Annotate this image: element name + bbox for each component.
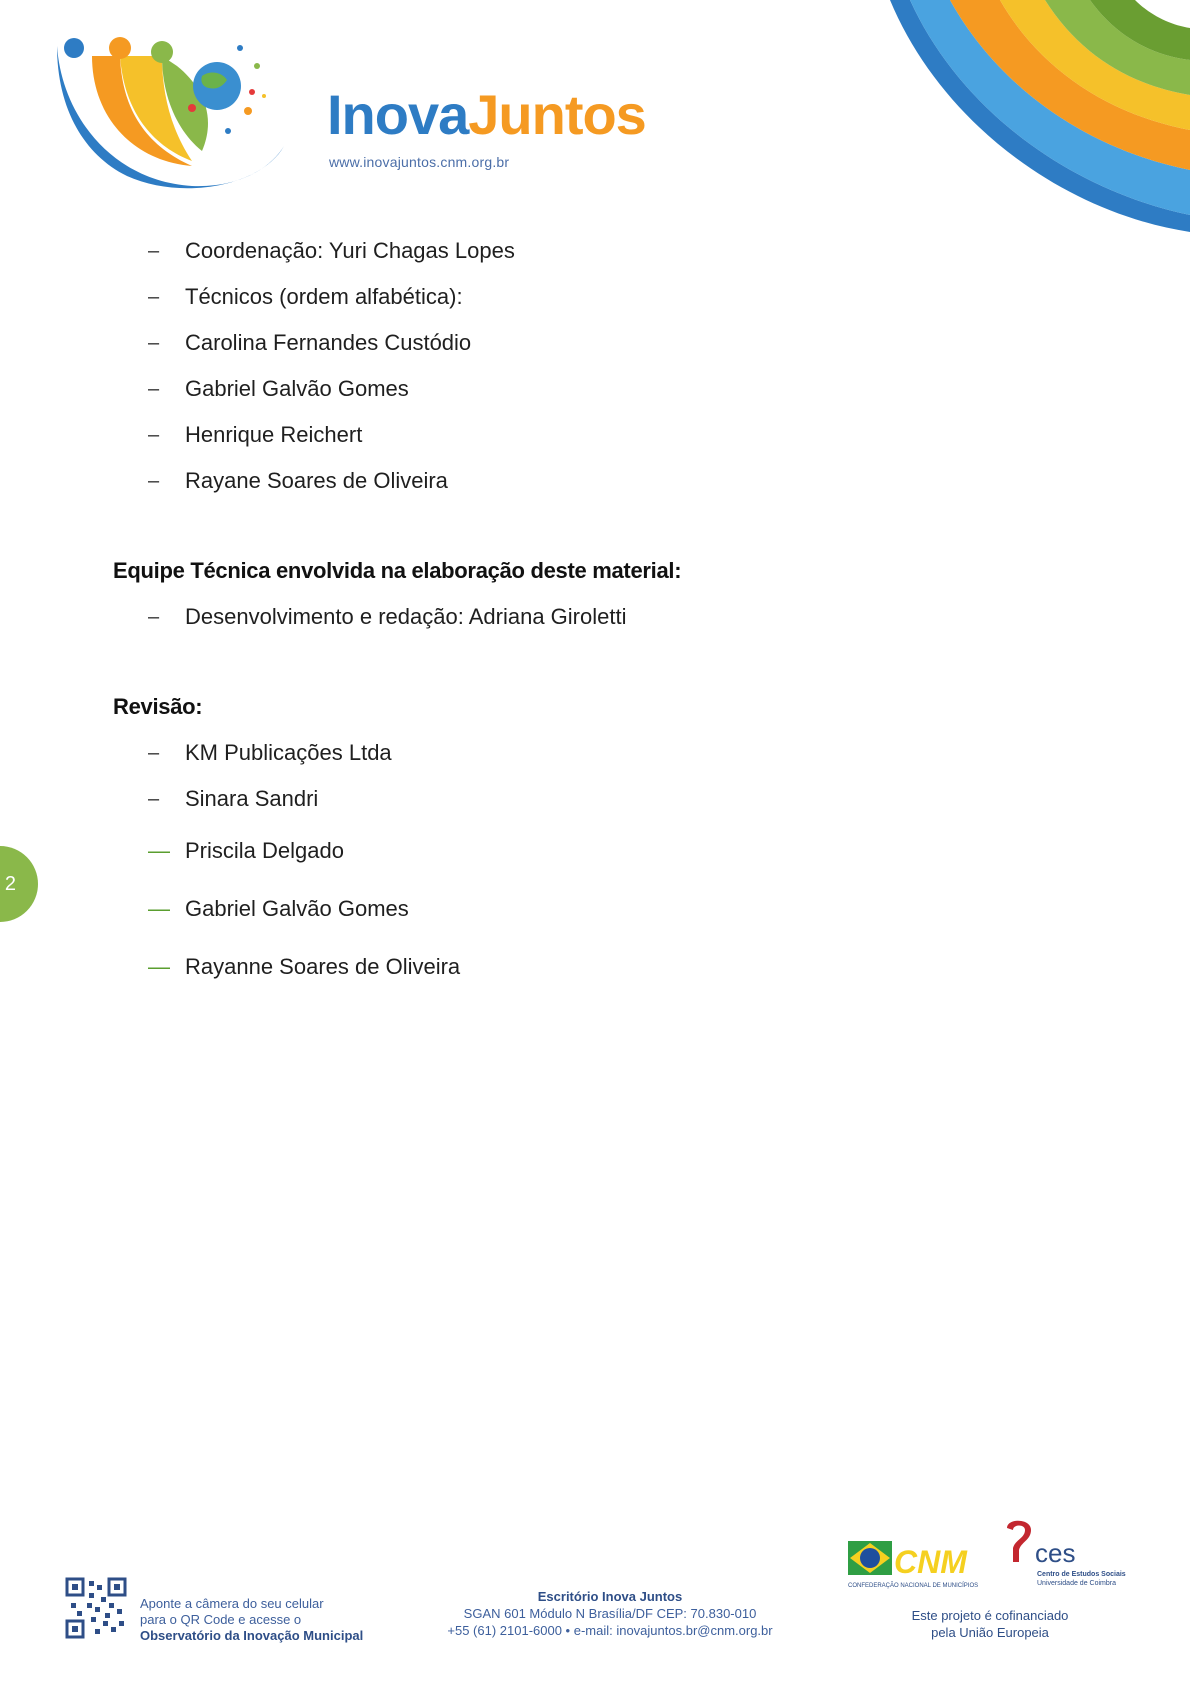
ces-subtitle-1: Centro de Estudos Sociais <box>1037 1571 1126 1578</box>
qr-caption-line: para o QR Code e acesse o <box>140 1612 302 1627</box>
list-item-text: KM Publicações Ltda <box>185 740 392 765</box>
dash-bullet: – <box>148 787 160 810</box>
list-item <box>113 274 1013 320</box>
dash-bullet: — <box>148 954 170 979</box>
list-item-text: Priscila Delgado <box>185 838 344 863</box>
list-item-text: Rayane Soares de Oliveira <box>185 468 448 493</box>
list-item-text: Gabriel Galvão Gomes <box>185 376 409 401</box>
dash-bullet: – <box>148 469 160 492</box>
list-item-text: Rayanne Soares de Oliveira <box>185 954 461 979</box>
review-list <box>113 730 1013 996</box>
list-item-text: Técnicos (ordem alfabética): <box>185 284 463 309</box>
dash-bullet: – <box>148 331 160 354</box>
cnm-subtitle: CONFEDERAÇÃO NACIONAL DE MUNICÍPIOS <box>848 1583 978 1589</box>
list-item <box>113 412 1013 458</box>
decorative-arcs <box>850 0 1190 240</box>
cofinancing-note <box>895 1607 1085 1641</box>
list-item <box>113 938 1013 996</box>
dash-bullet: – <box>148 285 160 308</box>
cnm-text: CNM <box>894 1544 967 1580</box>
list-item <box>113 730 1013 776</box>
list-item-text: Coordenação: Yuri Chagas Lopes <box>185 238 515 263</box>
qr-code-icon <box>65 1577 127 1639</box>
document-body <box>113 228 1013 996</box>
dash-bullet: – <box>148 239 160 262</box>
list-item-text: Sinara Sandri <box>185 786 319 811</box>
cnm-logo <box>848 1535 978 1593</box>
brand-url: www.inovajuntos.cnm.org.br <box>329 154 510 170</box>
qr-caption <box>140 1596 363 1644</box>
section-title-tech-team: Equipe Técnica envolvida na elaboração deste material: <box>113 558 682 583</box>
ces-subtitle-2: Universidade de Coimbra <box>1037 1580 1116 1587</box>
dash-bullet: – <box>148 605 160 628</box>
list-item <box>113 320 1013 366</box>
list-item <box>113 822 1013 880</box>
team-list <box>113 228 1013 504</box>
qr-caption-link[interactable]: Observatório da Inovação Municipal <box>140 1628 364 1643</box>
brand-name <box>327 82 646 147</box>
dash-bullet: — <box>148 896 170 921</box>
brand-name-inova: Inova <box>327 83 469 146</box>
list-item-text: Henrique Reichert <box>185 422 363 447</box>
list-item <box>113 776 1013 822</box>
list-item-text: Carolina Fernandes Custódio <box>185 330 472 355</box>
cofinancing-line: pela União Europeia <box>931 1625 1049 1640</box>
dash-bullet: – <box>148 377 160 400</box>
dash-bullet: – <box>148 423 160 446</box>
office-contact: +55 (61) 2101-6000 • e-mail: inovajuntos.br@cnm.org.br <box>447 1623 773 1638</box>
cofinancing-line: Este projeto é cofinanciado <box>911 1608 1069 1623</box>
office-title: Escritório Inova Juntos <box>537 1589 683 1604</box>
office-info <box>430 1588 790 1639</box>
list-item-text: Gabriel Galvão Gomes <box>185 896 409 921</box>
tech-team-list <box>113 594 1013 640</box>
list-item <box>113 458 1013 504</box>
list-item-text: Desenvolvimento e redação: Adriana Giroletti <box>185 604 627 629</box>
dash-bullet: — <box>148 838 170 863</box>
qr-caption-line: Aponte a câmera do seu celular <box>140 1596 324 1611</box>
list-item <box>113 366 1013 412</box>
ces-text: ces <box>1035 1538 1076 1568</box>
list-item <box>113 880 1013 938</box>
page-number-tab <box>0 846 38 922</box>
ces-logo <box>1005 1520 1145 1590</box>
brand-name-juntos: Juntos <box>468 83 646 146</box>
section-title-review: Revisão: <box>113 694 203 719</box>
office-address: SGAN 601 Módulo N Brasília/DF CEP: 70.830-010 <box>463 1606 757 1621</box>
dash-bullet: – <box>148 741 160 764</box>
list-item <box>113 228 1013 274</box>
page-number: 2 <box>4 872 16 895</box>
list-item <box>113 594 1013 640</box>
